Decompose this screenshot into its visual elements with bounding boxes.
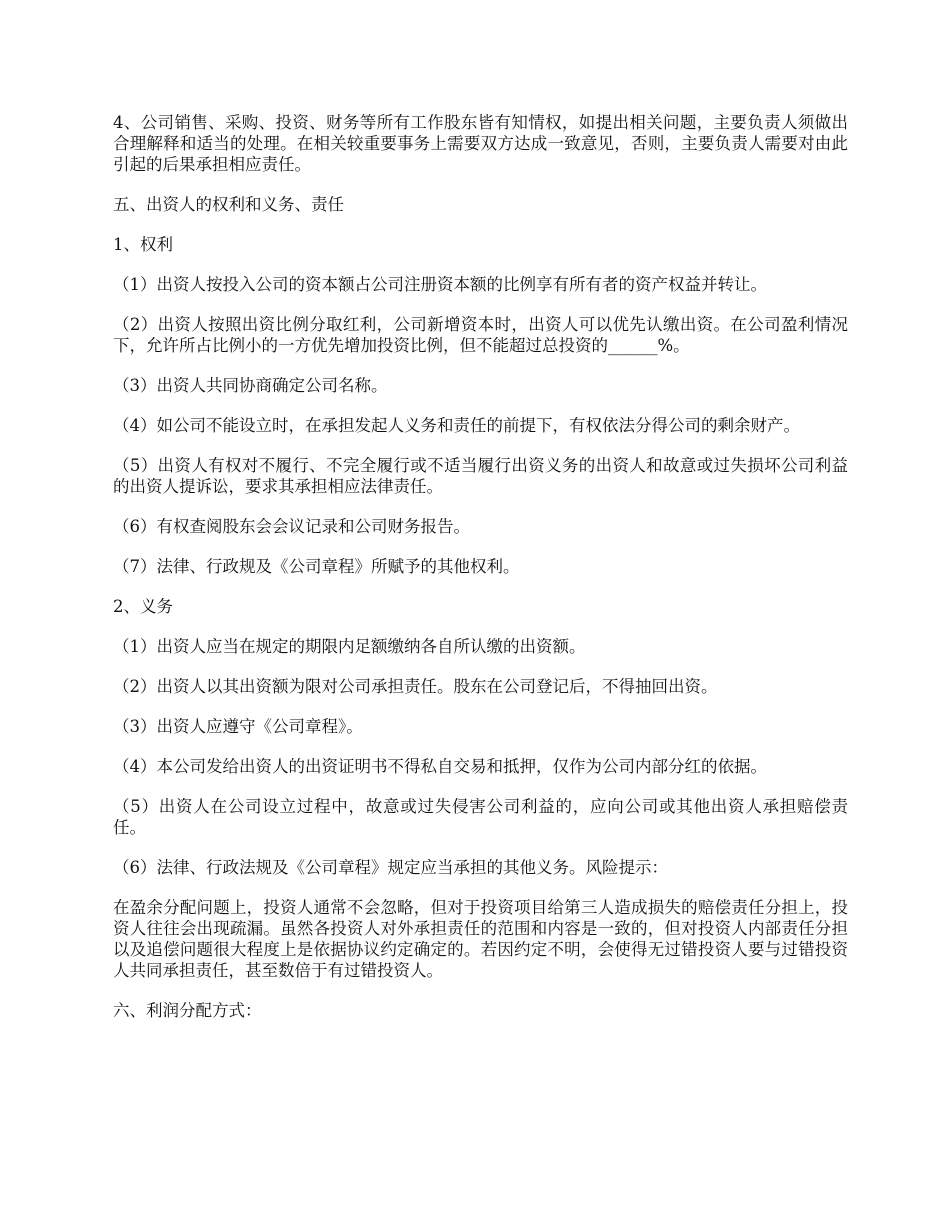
rights-item-2: （2）出资人按照出资比例分取红利，公司新增资本时，出资人可以优先认缴出资。在公司盈利情况下，允许所占比例小的一方优先增加投资比例，但不能超过总投资的______%。 [113, 315, 848, 355]
duties-item-2: （2）出资人以其出资额为限对公司承担责任。股东在公司登记后，不得抽回出资。 [113, 677, 718, 696]
rights-item-1: （1）出资人按投入公司的资本额占公司注册资本额的比例享有所有者的资产权益并转让。 [113, 275, 767, 294]
section-heading-profit-distribution: 六、利润分配方式： [113, 1001, 262, 1020]
duties-item-4: （4）本公司发给出资人的出资证明书不得私自交易和抵押，仅作为公司内部分红的依据。 [113, 757, 767, 776]
duties-item-1: （1）出资人应当在规定的期限内足额缴纳各自所认缴的出资额。 [113, 637, 586, 656]
paragraph-shareholder-right-to-know: 4、公司销售、采购、投资、财务等所有工作股东皆有知情权，如提出相关问题，主要负责人须做出合理解释和适当的处理。在相关较重要事务上需要双方达成一致意见，否则，主要负责人需要对由此引起的后果承担相应责任。 [113, 113, 848, 174]
duties-item-5: （5）出资人在公司设立过程中，故意或过失侵害公司利益的，应向公司或其他出资人承担赔偿责任。 [113, 797, 848, 837]
document-body [113, 112, 848, 1021]
subheading-rights: 1、权利 [113, 235, 173, 254]
risk-warning-paragraph: 在盈余分配问题上，投资人通常不会忽略，但对于投资项目给第三人造成损失的赔偿责任分担上，投资人往往会出现疏漏。虽然各投资人对外承担责任的范围和内容是一致的，但对投资人内部责任分担以及追偿问题很大程度上是依据协议约定确定的。若因约定不明，会使得无过错投资人要与过错投资人共同承担责任，甚至数倍于有过错投资人。 [113, 898, 848, 980]
rights-item-3: （3）出资人共同协商确定公司名称。 [113, 376, 388, 395]
rights-item-5: （5）出资人有权对不履行、不完全履行或不适当履行出资义务的出资人和故意或过失损坏公司利益的出资人提诉讼，要求其承担相应法律责任。 [113, 456, 848, 496]
rights-item-6: （6）有权查阅股东会会议记录和公司财务报告。 [113, 517, 470, 536]
duties-item-6: （6）法律、行政法规及《公司章程》规定应当承担的其他义务。风险提示： [113, 858, 668, 877]
section-heading-investor-rights-duties: 五、出资人的权利和义务、责任 [113, 195, 344, 214]
rights-item-4: （4）如公司不能设立时，在承担发起人义务和责任的前提下，有权依法分得公司的剩余财产。 [113, 416, 800, 435]
rights-item-7: （7）法律、行政规及《公司章程》所赋予的其他权利。 [113, 557, 520, 576]
subheading-duties: 2、义务 [113, 597, 173, 616]
duties-item-3: （3）出资人应遵守《公司章程》。 [113, 717, 363, 736]
